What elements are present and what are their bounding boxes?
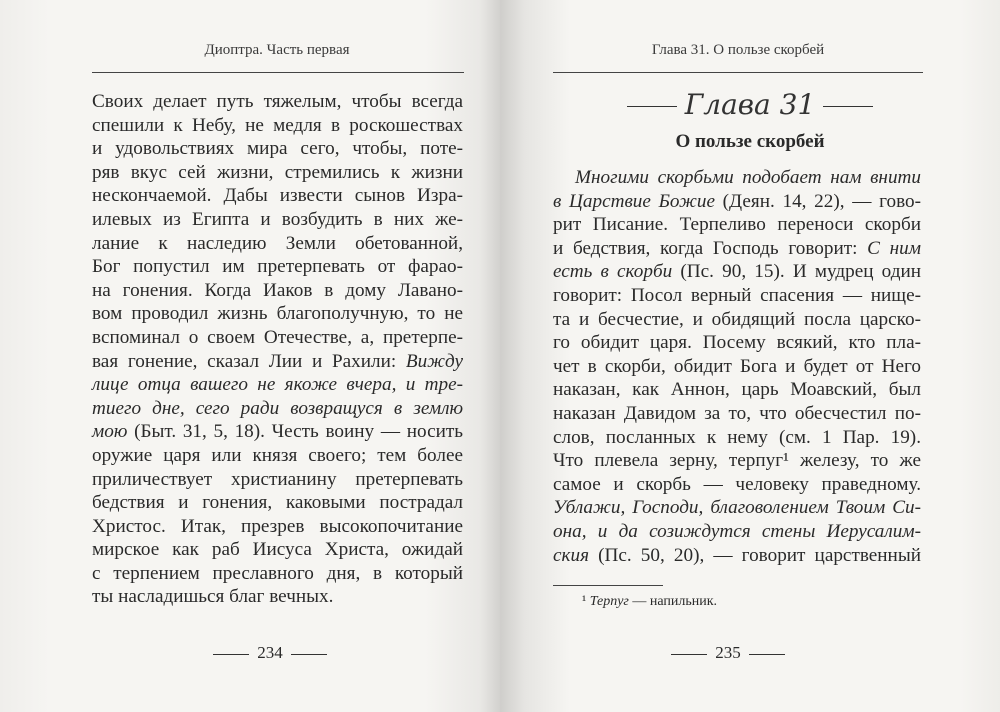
text-line: [553, 378, 921, 402]
text-line: [92, 468, 463, 492]
italic-quote: мою: [92, 421, 128, 443]
italic-quote: в Царствие Божие: [553, 190, 715, 212]
text-segment: чет в скорби, обидит Бога и будет от Него: [553, 355, 921, 377]
text-segment: приличествует христианину претерпевать: [92, 468, 463, 490]
chapter-title-text: Глава 31: [684, 88, 816, 121]
text-line: [553, 284, 921, 308]
ornament-icon: [671, 654, 707, 655]
text-segment: мирское как раб Иисуса Христа, ожидай: [92, 539, 463, 561]
text-line: [92, 255, 463, 279]
ornament-icon: [823, 106, 873, 107]
text-line: [553, 426, 921, 450]
italic-quote: есть в скорби: [553, 261, 673, 283]
footnote-term: Терпуг: [589, 594, 629, 609]
text-line: [92, 114, 463, 138]
text-line: [92, 184, 463, 208]
text-segment: (Пс. 50, 20), — говорит царственный: [589, 544, 921, 566]
text-line: [92, 302, 463, 326]
body-text: [553, 166, 921, 567]
footnote-mark: ¹: [582, 594, 590, 609]
text-line: [553, 237, 921, 261]
text-segment: слов, посланных к нему (см. 1 Пар. 19).: [553, 426, 921, 448]
text-line: [553, 496, 921, 520]
chapter-title: [500, 88, 1000, 121]
text-segment: (Пс. 90, 15). И мудрец один: [672, 261, 922, 283]
text-segment: (Деян. 14, 22), — гово-: [714, 190, 922, 212]
text-line: [92, 161, 463, 185]
text-segment: лание к наследию Земли обетованной,: [92, 232, 463, 254]
italic-quote: Ублажи, Господи, благоволением Твоим Си-: [553, 497, 921, 519]
text-segment: наказан, как Аннон, царь Моавский, был: [553, 379, 921, 401]
text-segment: вспоминал о своем Отечестве, а, претерпе-: [92, 326, 463, 348]
text-segment: оружие царя или князя своего; тем более: [92, 444, 463, 466]
text-line: [553, 544, 921, 568]
text-line: [92, 491, 463, 515]
running-head: Диоптра. Часть первая: [204, 42, 350, 58]
right-page: [500, 0, 1000, 712]
text-segment: нескончаемой. Дабы извести сынов Изра-: [92, 185, 463, 207]
text-segment: рит Писание. Терпеливо переноси скорби: [553, 214, 921, 236]
text-line: [92, 585, 463, 609]
text-segment: ты насладишься благ вечных.: [92, 586, 334, 608]
text-line: [553, 331, 921, 355]
text-segment: на гонения. Когда Иаков в дому Лавано-: [92, 279, 463, 301]
footnote-rule: [553, 585, 663, 586]
text-line: [553, 166, 921, 190]
text-segment: и удовольствиях мира сего, чтобы, поте-: [92, 138, 463, 160]
text-line: [92, 137, 463, 161]
running-head: Глава 31. О пользе скорбей: [651, 42, 825, 58]
header-rule: [92, 72, 464, 73]
text-line: [92, 373, 463, 397]
text-line: [92, 208, 463, 232]
text-segment: спешили к Небу, не медля в роскошествах: [92, 114, 463, 136]
text-line: [553, 520, 921, 544]
italic-quote: С ним: [867, 237, 921, 259]
text-segment: Христос. Итак, презрев высокопочитание: [92, 515, 463, 537]
text-line: [553, 213, 921, 237]
page-number-value: 235: [715, 643, 741, 662]
chapter-subtitle: О пользе скорбей: [675, 131, 825, 152]
text-segment: говорит: Посол верный спасения — нище-: [553, 284, 921, 306]
text-line: [92, 397, 463, 421]
text-segment: Своих делает путь тяжелым, чтобы всегда: [92, 91, 463, 112]
text-line: [92, 515, 463, 539]
text-line: [92, 538, 463, 562]
text-line: [92, 420, 463, 444]
body-text: [92, 90, 463, 609]
header-rule: [553, 72, 923, 73]
italic-quote: она, и да созиждутся стены Иерусалим-: [553, 520, 921, 542]
text-line: [92, 279, 463, 303]
footnote: [582, 594, 717, 610]
text-line: [553, 473, 921, 497]
italic-quote: Многими скорбьми подобает нам внити: [575, 167, 921, 188]
text-line: [92, 90, 463, 114]
text-segment: и бедствия, когда Господь говорит:: [553, 237, 868, 259]
text-segment: бедствия и гонения, каковыми пострадал: [92, 492, 463, 514]
text-segment: та и бесчестие, и обидящий посла царско-: [553, 308, 921, 330]
text-segment: наказан Давидом за то, что обесчестил по-: [553, 402, 921, 424]
ornament-icon: [627, 106, 677, 107]
page-number-value: 234: [257, 643, 283, 662]
text-line: [553, 402, 921, 426]
text-line: [92, 562, 463, 586]
text-segment: самое и скорбь — человеку праведному.: [553, 473, 921, 495]
text-line: [553, 260, 921, 284]
italic-quote: лице отца вашего не якоже вчера, и тре-: [92, 374, 463, 396]
text-line: [553, 190, 921, 214]
text-line: [92, 444, 463, 468]
italic-quote: ския: [553, 544, 590, 566]
footnote-text: — напильник.: [628, 594, 718, 609]
text-line: [92, 326, 463, 350]
text-segment: вая гонение, сказал Лии и Рахили:: [92, 350, 406, 372]
text-segment: Что плевела зерну, терпуг¹ железу, то же: [553, 450, 921, 472]
ornament-icon: [749, 654, 785, 655]
page-number: [628, 643, 828, 663]
text-line: [92, 232, 463, 256]
text-segment: го обидит царя. Посему всякий, кто пла-: [553, 332, 921, 354]
page-number: [170, 643, 370, 663]
text-segment: илевых из Египта и возбудить в них же-: [92, 208, 463, 230]
ornament-icon: [291, 654, 327, 655]
text-segment: (Быт. 31, 5, 18). Честь воину — носить: [127, 421, 463, 443]
text-segment: Бог попустил им претерпевать от фарао-: [92, 256, 463, 278]
text-line: [553, 355, 921, 379]
text-segment: с терпением преславного дня, в который: [92, 562, 463, 584]
text-line: [553, 308, 921, 332]
text-line: [553, 449, 921, 473]
italic-quote: Вижду: [405, 350, 463, 372]
text-line: [92, 350, 463, 374]
text-segment: ряв вкус сей жизни, стремились к жизни: [92, 161, 463, 183]
text-segment: вом проводил жизнь благополучную, то не: [92, 303, 463, 325]
italic-quote: тиего дне, сего ради возвращуся в землю: [92, 397, 463, 419]
ornament-icon: [213, 654, 249, 655]
